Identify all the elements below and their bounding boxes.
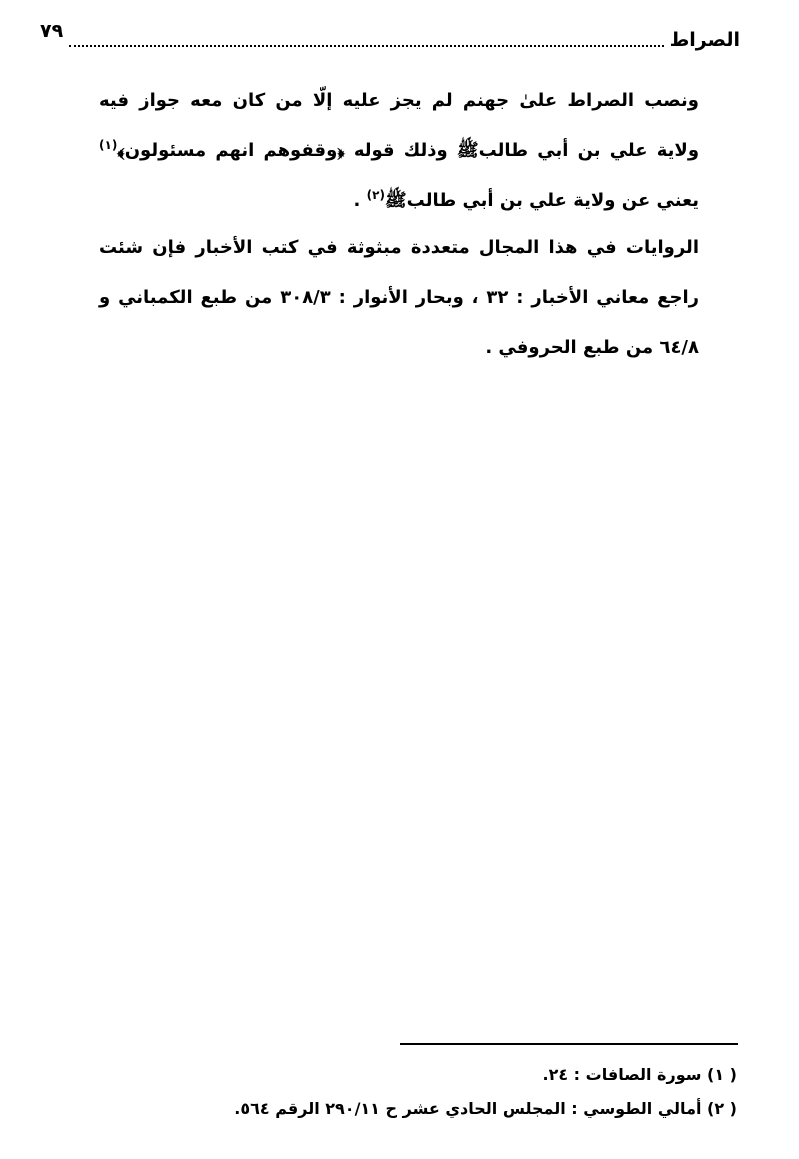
honorific-symbol: ﷺ <box>384 190 407 211</box>
quran-quote: ﴿وقفوهم انهم مسئولون﴾ <box>117 140 345 161</box>
running-header <box>40 18 740 54</box>
paragraph-1-text-a: ونصب الصراط علىٰ جهنم لم يجز عليه إلّا من كان معه جواز فيه ولاية علي بن أبي طالب <box>99 90 700 161</box>
footnote-ref-2: (٢) <box>366 188 385 202</box>
paragraph-1-text-b: وذلك قوله <box>344 140 457 161</box>
page-number: ٧٩ <box>40 20 64 42</box>
body-paragraph-2: الروايات في هذا المجال متعددة مبثوثة في كتب الأخبار فإن شئت راجع معاني الأخبار : ٣٢ ، وبحار الأنوار : ٣٠٨/٣ من طبع الكمباني و ٦٤/٨ من طبع الحروفي . <box>99 237 699 358</box>
running-header-title: الصراط <box>669 29 740 51</box>
footnote-separator <box>400 1043 738 1045</box>
footnote-1: ( ١) سورة الصافات : ٢٤. <box>542 1065 737 1084</box>
body-paragraph-1 <box>99 76 699 226</box>
footnotes <box>57 1058 737 1126</box>
honorific-symbol: ﷺ <box>456 140 479 161</box>
header-dotted-leader <box>69 45 663 47</box>
paragraph-1-text-d: . <box>353 190 367 211</box>
footnote-2: ( ٢) أمالي الطوسي : المجلس الحادي عشر ح ٢٩٠/١١ الرقم ٥٦٤. <box>234 1099 737 1118</box>
footnote-ref-1: (١) <box>99 138 118 152</box>
paragraph-1-text-c: يعني عن ولاية علي بن أبي طالب <box>406 190 699 211</box>
